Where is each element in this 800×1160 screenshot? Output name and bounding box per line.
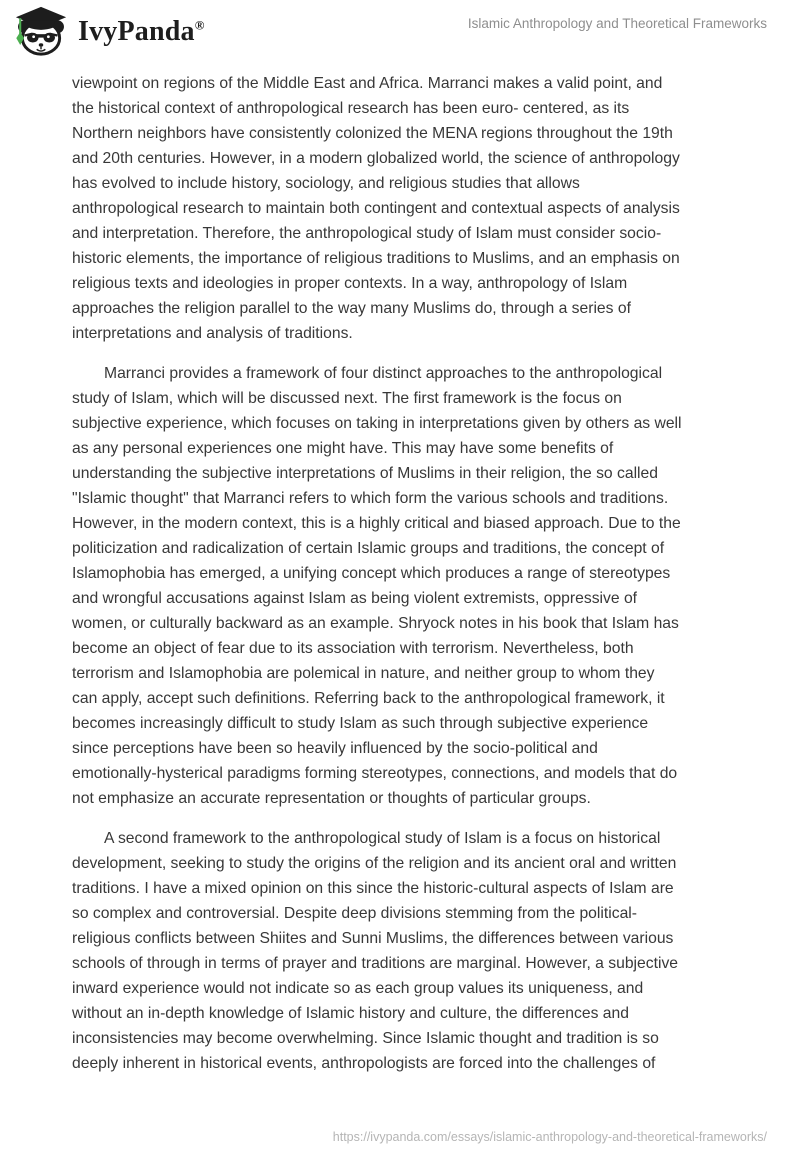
text-line: approaches the religion parallel to the way many Muslims do, through a series of <box>72 300 631 317</box>
paragraph <box>72 361 724 811</box>
text-line: as any personal experiences one might have. This may have some benefits of <box>72 440 614 457</box>
text-line: politicization and radicalization of certain Islamic groups and traditions, the concept of <box>72 540 665 557</box>
text-line: historic elements, the importance of religious traditions to Muslims, and an emphasis on <box>72 250 680 267</box>
text-line: subjective experience, which focuses on taking in interpretations given by others as well <box>72 415 682 432</box>
text-line: and 20th centuries. However, in a modern globalized world, the science of anthropology <box>72 150 680 167</box>
text-line: terrorism and Islamophobia are polemical in nature, and neither group to whom they <box>72 665 655 682</box>
document-body <box>72 71 724 1091</box>
text-line: inconsistencies may become overwhelming. Since Islamic thought and tradition is so <box>72 1030 659 1047</box>
text-line: deeply inherent in historical events, anthropologists are forced into the challenges of <box>72 1055 656 1072</box>
panda-graduation-cap-icon <box>13 45 69 62</box>
text-line: the historical context of anthropological research has been euro- centered, as its <box>72 100 630 117</box>
document-title: Islamic Anthropology and Theoretical Frameworks <box>467 16 767 31</box>
text-line: study of Islam, which will be discussed next. The first framework is the focus on <box>72 390 622 407</box>
text-line: without an in-depth knowledge of Islamic history and culture, the differences and <box>72 1005 629 1022</box>
text-line: not emphasize an accurate representation or thoughts of particular groups. <box>72 790 591 807</box>
text-line: interpretations and analysis of traditions. <box>72 325 353 342</box>
brand-name <box>78 16 205 48</box>
text-line: women, or culturally backward as an example. Shryock notes in his book that Islam has <box>72 615 679 632</box>
text-line: religious texts and ideologies in proper contexts. In a way, anthropology of Islam <box>72 275 628 292</box>
ivypanda-logo <box>13 6 69 58</box>
text-line: has evolved to include history, sociology, and religious studies that allows <box>72 175 580 192</box>
text-line: A second framework to the anthropological study of Islam is a focus on historical <box>104 830 661 847</box>
text-line: However, in the modern context, this is a highly critical and biased approach. Due to the <box>72 515 681 532</box>
text-line: Northern neighbors have consistently colonized the MENA regions throughout the 19th <box>72 125 673 142</box>
text-line: religious conflicts between Shiites and Sunni Muslims, the differences between various <box>72 930 674 947</box>
text-line: become an object of fear due to its association with terrorism. Nevertheless, both <box>72 640 634 657</box>
text-line: schools of through in terms of prayer and traditions are marginal. However, a subjective <box>72 955 679 972</box>
text-line: "Islamic thought" that Marranci refers to which form the various schools and traditions. <box>72 490 669 507</box>
text-line: and interpretation. Therefore, the anthropological study of Islam must consider socio- <box>72 225 662 242</box>
source-url: https://ivypanda.com/essays/islamic-anthropology-and-theoretical-frameworks/ <box>332 1130 767 1144</box>
page-header <box>0 0 800 70</box>
text-line: viewpoint on regions of the Middle East and Africa. Marranci makes a valid point, and <box>72 75 663 92</box>
text-line: inward experience would not indicate so as each group values its uniqueness, and <box>72 980 644 997</box>
text-line: emotionally-hysterical paradigms forming stereotypes, connections, and models that do <box>72 765 678 782</box>
text-line: understanding the subjective interpretations of Muslims in their religion, the so called <box>72 465 658 482</box>
text-line: since perceptions have been so heavily influenced by the socio-political and <box>72 740 598 757</box>
text-line: traditions. I have a mixed opinion on this since the historic-cultural aspects of Islam are <box>72 880 674 897</box>
paragraph <box>72 71 724 346</box>
brand-text: IvyPanda <box>78 16 195 47</box>
text-line: so complex and controversial. Despite deep divisions stemming from the political- <box>72 905 638 922</box>
text-line: can apply, accept such definitions. Referring back to the anthropological framework, it <box>72 690 665 707</box>
text-line: becomes increasingly difficult to study Islam as such through subjective experience <box>72 715 649 732</box>
registered-trademark-symbol: ® <box>194 17 205 33</box>
paragraph <box>72 826 724 1076</box>
text-line: and wrongful accusations against Islam as being violent extremists, oppressive of <box>72 590 638 607</box>
text-line: anthropological research to maintain both contingent and contextual aspects of analysis <box>72 200 680 217</box>
text-line: Marranci provides a framework of four distinct approaches to the anthropological <box>104 365 663 382</box>
text-line: Islamophobia has emerged, a unifying concept which produces a range of stereotypes <box>72 565 671 582</box>
text-line: development, seeking to study the origins of the religion and its ancient oral and written <box>72 855 677 872</box>
